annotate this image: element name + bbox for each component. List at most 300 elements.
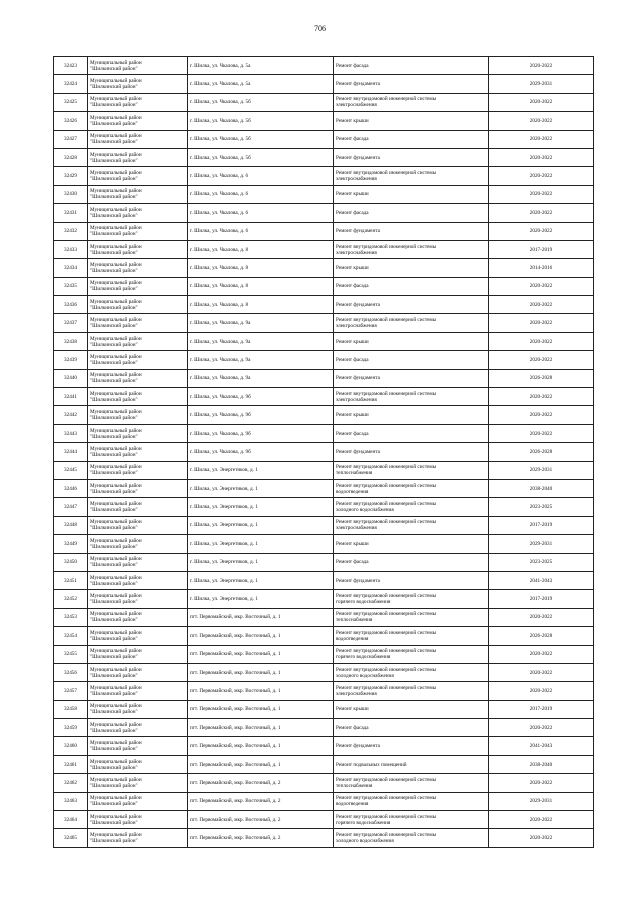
- record-number: 32441: [54, 388, 88, 406]
- work-type-line-2: электроснабжения: [336, 323, 377, 330]
- address-cell: г. Шилка, ул. Чкалова, д. 9б: [188, 406, 334, 424]
- address-cell: г. Шилка, ул. Чкалова, д. 9б: [188, 424, 334, 442]
- work-type-line-1: Ремонт фасада: [336, 283, 369, 290]
- district-line-1: Муниципальный район: [90, 464, 142, 471]
- address-cell: г. Шилка, ул. Чкалова, д. 5б: [188, 130, 334, 148]
- record-number: 32443: [54, 424, 88, 442]
- address-cell: г. Шилка, ул. Энергетиков, д. 1: [188, 590, 334, 608]
- work-type-cell: [334, 130, 489, 148]
- address-cell: пгт. Первомайский, мкр. Восточный, д. 1: [188, 682, 334, 700]
- district-cell: [88, 148, 188, 166]
- district-line-2: "Шилкинский район": [90, 654, 138, 661]
- table-row: [54, 148, 594, 166]
- period-cell: 2029-2031: [489, 461, 594, 479]
- work-type-line-1: Ремонт внутридомовой инженерной системы: [336, 593, 437, 600]
- district-line-2: "Шилкинский район": [90, 635, 138, 642]
- district-line-2: "Шилкинский район": [90, 764, 138, 771]
- work-type-line-1: Ремонт фундамента: [336, 375, 380, 382]
- district-cell: [88, 369, 188, 387]
- district-cell: [88, 75, 188, 93]
- work-type-line-1: Ремонт внутридомовой инженерной системы: [336, 519, 437, 526]
- work-type-cell: [334, 148, 489, 166]
- district-cell: [88, 332, 188, 350]
- table-row: [54, 829, 594, 847]
- district-line-2: "Шилкинский район": [90, 838, 138, 845]
- work-type-cell: [334, 535, 489, 553]
- district-cell: [88, 259, 188, 277]
- work-type-cell: [334, 479, 489, 497]
- period-cell: 2020-2022: [489, 185, 594, 203]
- district-line-2: "Шилкинский район": [90, 415, 138, 422]
- table-row: [54, 167, 594, 185]
- district-cell: [88, 93, 188, 111]
- district-line-1: Муниципальный район: [90, 832, 142, 839]
- address-cell: пгт. Первомайский, мкр. Восточный, д. 2: [188, 811, 334, 829]
- table-row: [54, 296, 594, 314]
- period-cell: 2020-2022: [489, 424, 594, 442]
- address-cell: г. Шилка, ул. Чкалова, д. 6: [188, 185, 334, 203]
- work-type-line-2: теплоснабжения: [336, 782, 373, 789]
- work-type-line-1: Ремонт фундамента: [336, 228, 380, 235]
- address-cell: г. Шилка, ул. Чкалова, д. 9а: [188, 351, 334, 369]
- work-type-line-2: электроснабжения: [336, 690, 377, 697]
- work-type-line-1: Ремонт крыши: [336, 540, 369, 547]
- record-number: 32442: [54, 406, 88, 424]
- record-number: 32438: [54, 332, 88, 350]
- district-line-1: Муниципальный район: [90, 96, 142, 103]
- district-cell: [88, 627, 188, 645]
- work-type-line-2: холодного водоснабжения: [336, 507, 394, 514]
- table-row: [54, 811, 594, 829]
- table-row: [54, 424, 594, 442]
- work-type-line-2: горячего водоснабжения: [336, 654, 391, 661]
- record-number: 32455: [54, 645, 88, 663]
- district-line-1: Муниципальный район: [90, 390, 142, 397]
- district-line-1: Муниципальный район: [90, 151, 142, 158]
- district-line-2: "Шилкинский район": [90, 323, 138, 330]
- work-type-line-1: Ремонт крыши: [336, 412, 369, 419]
- work-type-line-2: электроснабжения: [336, 176, 377, 183]
- period-cell: 2020-2022: [489, 314, 594, 332]
- table-row: [54, 388, 594, 406]
- district-cell: [88, 682, 188, 700]
- district-line-1: Муниципальный район: [90, 629, 142, 636]
- district-line-1: Муниципальный район: [90, 482, 142, 489]
- period-cell: 2041-2043: [489, 737, 594, 755]
- district-line-1: Муниципальный район: [90, 298, 142, 305]
- table-row: [54, 204, 594, 222]
- work-type-line-2: теплоснабжения: [336, 470, 373, 477]
- table-row: [54, 351, 594, 369]
- work-type-line-2: холодного водоснабжения: [336, 838, 394, 845]
- record-number: 32439: [54, 351, 88, 369]
- period-cell: 2020-2022: [489, 682, 594, 700]
- record-number: 32446: [54, 479, 88, 497]
- district-cell: [88, 811, 188, 829]
- district-cell: [88, 737, 188, 755]
- page-number: 706: [314, 24, 326, 33]
- work-type-cell: [334, 719, 489, 737]
- table-row: [54, 498, 594, 516]
- district-cell: [88, 829, 188, 847]
- work-type-line-1: Ремонт фасада: [336, 356, 369, 363]
- period-cell: 2020-2022: [489, 332, 594, 350]
- record-number: 32464: [54, 811, 88, 829]
- work-type-line-1: Ремонт внутридомовой инженерной системы: [336, 317, 437, 324]
- work-type-cell: [334, 553, 489, 571]
- district-line-1: Муниципальный район: [90, 593, 142, 600]
- work-type-cell: [334, 737, 489, 755]
- work-type-cell: [334, 571, 489, 589]
- district-line-2: "Шилкинский район": [90, 433, 138, 440]
- district-line-2: "Шилкинский район": [90, 396, 138, 403]
- district-cell: [88, 479, 188, 497]
- record-number: 32426: [54, 112, 88, 130]
- work-type-line-1: Ремонт внутридомовой инженерной системы: [336, 684, 437, 691]
- work-type-line-1: Ремонт внутридомовой инженерной системы: [336, 501, 437, 508]
- district-line-2: "Шилкинский район": [90, 102, 138, 109]
- district-line-2: "Шилкинский район": [90, 543, 138, 550]
- period-cell: 2020-2022: [489, 204, 594, 222]
- period-cell: 2041-2043: [489, 571, 594, 589]
- table-row: [54, 479, 594, 497]
- work-type-line-1: Ремонт внутридомовой инженерной системы: [336, 482, 437, 489]
- district-cell: [88, 277, 188, 295]
- work-type-cell: [334, 388, 489, 406]
- work-type-cell: [334, 222, 489, 240]
- record-number: 32456: [54, 663, 88, 681]
- district-line-2: "Шилкинский район": [90, 801, 138, 808]
- record-number: 32453: [54, 608, 88, 626]
- district-line-2: "Шилкинский район": [90, 727, 138, 734]
- record-number: 32427: [54, 130, 88, 148]
- table-row: [54, 369, 594, 387]
- district-line-1: Муниципальный район: [90, 740, 142, 747]
- period-cell: 2020-2022: [489, 406, 594, 424]
- district-line-2: "Шилкинский район": [90, 176, 138, 183]
- district-line-2: "Шилкинский район": [90, 617, 138, 624]
- period-cell: 2020-2022: [489, 296, 594, 314]
- record-number: 32465: [54, 829, 88, 847]
- record-number: 32432: [54, 222, 88, 240]
- district-cell: [88, 498, 188, 516]
- address-cell: г. Шилка, ул. Чкалова, д. 8: [188, 277, 334, 295]
- district-line-2: "Шилкинский район": [90, 580, 138, 587]
- district-cell: [88, 185, 188, 203]
- period-cell: 2029-2031: [489, 535, 594, 553]
- work-type-cell: [334, 185, 489, 203]
- record-number: 32450: [54, 553, 88, 571]
- address-cell: пгт. Первомайский, мкр. Восточный, д. 1: [188, 645, 334, 663]
- record-number: 32452: [54, 590, 88, 608]
- period-cell: 2017-2019: [489, 516, 594, 534]
- district-line-2: "Шилкинский район": [90, 341, 138, 348]
- work-type-cell: [334, 700, 489, 718]
- district-line-2: "Шилкинский район": [90, 782, 138, 789]
- table-row: [54, 774, 594, 792]
- district-cell: [88, 443, 188, 461]
- period-cell: 2020-2022: [489, 719, 594, 737]
- work-type-cell: [334, 461, 489, 479]
- district-cell: [88, 296, 188, 314]
- record-number: 32424: [54, 75, 88, 93]
- record-number: 32435: [54, 277, 88, 295]
- period-cell: 2026-2028: [489, 369, 594, 387]
- record-number: 32461: [54, 755, 88, 773]
- work-type-line-2: электроснабжения: [336, 525, 377, 532]
- period-cell: 2020-2022: [489, 130, 594, 148]
- work-type-cell: [334, 259, 489, 277]
- district-cell: [88, 590, 188, 608]
- table-row: [54, 553, 594, 571]
- work-type-line-1: Ремонт фундамента: [336, 448, 380, 455]
- work-type-line-1: Ремонт фасада: [336, 724, 369, 731]
- district-line-1: Муниципальный район: [90, 280, 142, 287]
- work-type-cell: [334, 682, 489, 700]
- table-row: [54, 112, 594, 130]
- district-line-2: "Шилкинский район": [90, 267, 138, 274]
- work-type-line-1: Ремонт внутридомовой инженерной системы: [336, 390, 437, 397]
- district-cell: [88, 222, 188, 240]
- work-type-line-1: Ремонт внутридомовой инженерной системы: [336, 629, 437, 636]
- address-cell: г. Шилка, ул. Энергетиков, д. 1: [188, 571, 334, 589]
- district-line-1: Муниципальный район: [90, 59, 142, 66]
- period-cell: 2020-2022: [489, 608, 594, 626]
- address-cell: пгт. Первомайский, мкр. Восточный, д. 1: [188, 608, 334, 626]
- work-type-line-1: Ремонт крыши: [336, 117, 369, 124]
- work-type-cell: [334, 424, 489, 442]
- work-type-line-1: Ремонт фундамента: [336, 81, 380, 88]
- district-line-2: "Шилкинский район": [90, 378, 138, 385]
- address-cell: г. Шилка, ул. Чкалова, д. 9а: [188, 369, 334, 387]
- district-line-1: Муниципальный район: [90, 684, 142, 691]
- period-cell: 2020-2022: [489, 351, 594, 369]
- district-cell: [88, 719, 188, 737]
- work-type-cell: [334, 792, 489, 810]
- district-cell: [88, 774, 188, 792]
- address-cell: г. Шилка, ул. Энергетиков, д. 1: [188, 535, 334, 553]
- district-line-1: Муниципальный район: [90, 372, 142, 379]
- district-cell: [88, 535, 188, 553]
- period-cell: 2020-2022: [489, 663, 594, 681]
- address-cell: г. Шилка, ул. Чкалова, д. 9а: [188, 332, 334, 350]
- work-type-cell: [334, 829, 489, 847]
- district-line-1: Муниципальный район: [90, 206, 142, 213]
- table-row: [54, 314, 594, 332]
- work-type-cell: [334, 112, 489, 130]
- table-row: [54, 535, 594, 553]
- work-type-cell: [334, 296, 489, 314]
- district-cell: [88, 406, 188, 424]
- record-number: 32462: [54, 774, 88, 792]
- district-line-1: Муниципальный район: [90, 813, 142, 820]
- record-number: 32437: [54, 314, 88, 332]
- address-cell: г. Шилка, ул. Чкалова, д. 8: [188, 240, 334, 258]
- table-row: [54, 571, 594, 589]
- work-type-line-1: Ремонт крыши: [336, 191, 369, 198]
- record-number: 32458: [54, 700, 88, 718]
- district-cell: [88, 388, 188, 406]
- record-number: 32447: [54, 498, 88, 516]
- work-type-cell: [334, 332, 489, 350]
- district-line-1: Муниципальный район: [90, 556, 142, 563]
- table-body: [54, 57, 594, 848]
- record-number: 32459: [54, 719, 88, 737]
- district-cell: [88, 351, 188, 369]
- work-type-cell: [334, 57, 489, 75]
- address-cell: г. Шилка, ул. Энергетиков, д. 1: [188, 461, 334, 479]
- address-cell: пгт. Первомайский, мкр. Восточный, д. 2: [188, 829, 334, 847]
- district-line-2: "Шилкинский район": [90, 488, 138, 495]
- work-type-line-1: Ремонт внутридомовой инженерной системы: [336, 243, 437, 250]
- period-cell: 2020-2022: [489, 829, 594, 847]
- address-cell: г. Шилка, ул. Чкалова, д. 5а: [188, 75, 334, 93]
- district-line-2: "Шилкинский район": [90, 212, 138, 219]
- district-line-1: Муниципальный район: [90, 133, 142, 140]
- period-cell: 2020-2022: [489, 774, 594, 792]
- district-line-1: Муниципальный район: [90, 776, 142, 783]
- district-cell: [88, 112, 188, 130]
- table-row: [54, 57, 594, 75]
- district-cell: [88, 314, 188, 332]
- district-line-2: "Шилкинский район": [90, 709, 138, 716]
- district-line-1: Муниципальный район: [90, 243, 142, 250]
- record-number: 32430: [54, 185, 88, 203]
- repair-schedule-table: [53, 56, 594, 848]
- table-row: [54, 332, 594, 350]
- work-type-line-1: Ремонт фасада: [336, 62, 369, 69]
- table-row: [54, 516, 594, 534]
- address-cell: г. Шилка, ул. Чкалова, д. 8: [188, 259, 334, 277]
- district-line-2: "Шилкинский район": [90, 304, 138, 311]
- address-cell: г. Шилка, ул. Энергетиков, д. 1: [188, 498, 334, 516]
- work-type-line-1: Ремонт фундамента: [336, 154, 380, 161]
- address-cell: г. Шилка, ул. Энергетиков, д. 1: [188, 516, 334, 534]
- record-number: 32433: [54, 240, 88, 258]
- address-cell: г. Шилка, ул. Энергетиков, д. 1: [188, 553, 334, 571]
- district-line-1: Муниципальный район: [90, 170, 142, 177]
- district-cell: [88, 571, 188, 589]
- period-cell: 2026-2028: [489, 443, 594, 461]
- district-cell: [88, 608, 188, 626]
- table-row: [54, 461, 594, 479]
- district-line-1: Муниципальный район: [90, 703, 142, 710]
- period-cell: 2038-2040: [489, 755, 594, 773]
- district-cell: [88, 516, 188, 534]
- work-type-cell: [334, 663, 489, 681]
- district-line-2: "Шилкинский район": [90, 507, 138, 514]
- work-type-cell: [334, 811, 489, 829]
- work-type-line-2: теплоснабжения: [336, 617, 373, 624]
- work-type-cell: [334, 277, 489, 295]
- district-line-1: Муниципальный район: [90, 225, 142, 232]
- address-cell: г. Шилка, ул. Чкалова, д. 8: [188, 296, 334, 314]
- district-line-1: Муниципальный район: [90, 537, 142, 544]
- table-row: [54, 755, 594, 773]
- record-number: 32448: [54, 516, 88, 534]
- work-type-line-1: Ремонт внутридомовой инженерной системы: [336, 666, 437, 673]
- address-cell: пгт. Первомайский, мкр. Восточный, д. 1: [188, 663, 334, 681]
- period-cell: 2020-2022: [489, 277, 594, 295]
- table-row: [54, 663, 594, 681]
- record-number: 32429: [54, 167, 88, 185]
- district-cell: [88, 792, 188, 810]
- work-type-cell: [334, 240, 489, 258]
- record-number: 32451: [54, 571, 88, 589]
- record-number: 32460: [54, 737, 88, 755]
- district-line-2: "Шилкинский район": [90, 599, 138, 606]
- district-line-1: Муниципальный район: [90, 758, 142, 765]
- work-type-line-1: Ремонт внутридомовой инженерной системы: [336, 648, 437, 655]
- period-cell: 2017-2019: [489, 240, 594, 258]
- table-row: [54, 590, 594, 608]
- district-line-1: Муниципальный район: [90, 335, 142, 342]
- record-number: 32428: [54, 148, 88, 166]
- table-row: [54, 93, 594, 111]
- district-cell: [88, 553, 188, 571]
- district-line-1: Муниципальный район: [90, 317, 142, 324]
- address-cell: пгт. Первомайский, мкр. Восточный, д. 1: [188, 737, 334, 755]
- district-line-1: Муниципальный район: [90, 574, 142, 581]
- district-line-1: Муниципальный район: [90, 519, 142, 526]
- district-cell: [88, 645, 188, 663]
- work-type-line-1: Ремонт фасада: [336, 209, 369, 216]
- district-line-1: Муниципальный район: [90, 409, 142, 416]
- district-line-2: "Шилкинский район": [90, 470, 138, 477]
- work-type-line-1: Ремонт внутридомовой инженерной системы: [336, 776, 437, 783]
- district-line-1: Муниципальный район: [90, 445, 142, 452]
- table-row: [54, 443, 594, 461]
- record-number: 32425: [54, 93, 88, 111]
- district-cell: [88, 240, 188, 258]
- period-cell: 2020-2022: [489, 645, 594, 663]
- period-cell: 2029-2031: [489, 75, 594, 93]
- period-cell: 2029-2031: [489, 792, 594, 810]
- work-type-line-2: горячего водоснабжения: [336, 599, 391, 606]
- record-number: 32457: [54, 682, 88, 700]
- period-cell: 2014-2016: [489, 259, 594, 277]
- work-type-line-1: Ремонт внутридомовой инженерной системы: [336, 170, 437, 177]
- district-line-2: "Шилкинский район": [90, 65, 138, 72]
- district-line-2: "Шилкинский район": [90, 451, 138, 458]
- record-number: 32463: [54, 792, 88, 810]
- address-cell: пгт. Первомайский, мкр. Восточный, д. 1: [188, 719, 334, 737]
- district-line-1: Муниципальный район: [90, 78, 142, 85]
- district-line-1: Муниципальный район: [90, 648, 142, 655]
- period-cell: 2020-2022: [489, 148, 594, 166]
- address-cell: г. Шилка, ул. Энергетиков, д. 1: [188, 479, 334, 497]
- period-cell: 2017-2019: [489, 700, 594, 718]
- record-number: 32454: [54, 627, 88, 645]
- work-type-line-1: Ремонт внутридомовой инженерной системы: [336, 813, 437, 820]
- address-cell: г. Шилка, ул. Чкалова, д. 5б: [188, 148, 334, 166]
- work-type-line-2: холодного водоснабжения: [336, 672, 394, 679]
- work-type-cell: [334, 627, 489, 645]
- work-type-line-1: Ремонт подвальных помещений: [336, 761, 407, 768]
- work-type-cell: [334, 167, 489, 185]
- work-type-line-2: электроснабжения: [336, 396, 377, 403]
- address-cell: г. Шилка, ул. Чкалова, д. 6: [188, 167, 334, 185]
- table-row: [54, 627, 594, 645]
- district-line-2: "Шилкинский район": [90, 286, 138, 293]
- record-number: 32445: [54, 461, 88, 479]
- work-type-cell: [334, 406, 489, 424]
- work-type-cell: [334, 443, 489, 461]
- period-cell: 2020-2022: [489, 222, 594, 240]
- address-cell: пгт. Первомайский, мкр. Восточный, д. 2: [188, 792, 334, 810]
- work-type-cell: [334, 645, 489, 663]
- table-row: [54, 130, 594, 148]
